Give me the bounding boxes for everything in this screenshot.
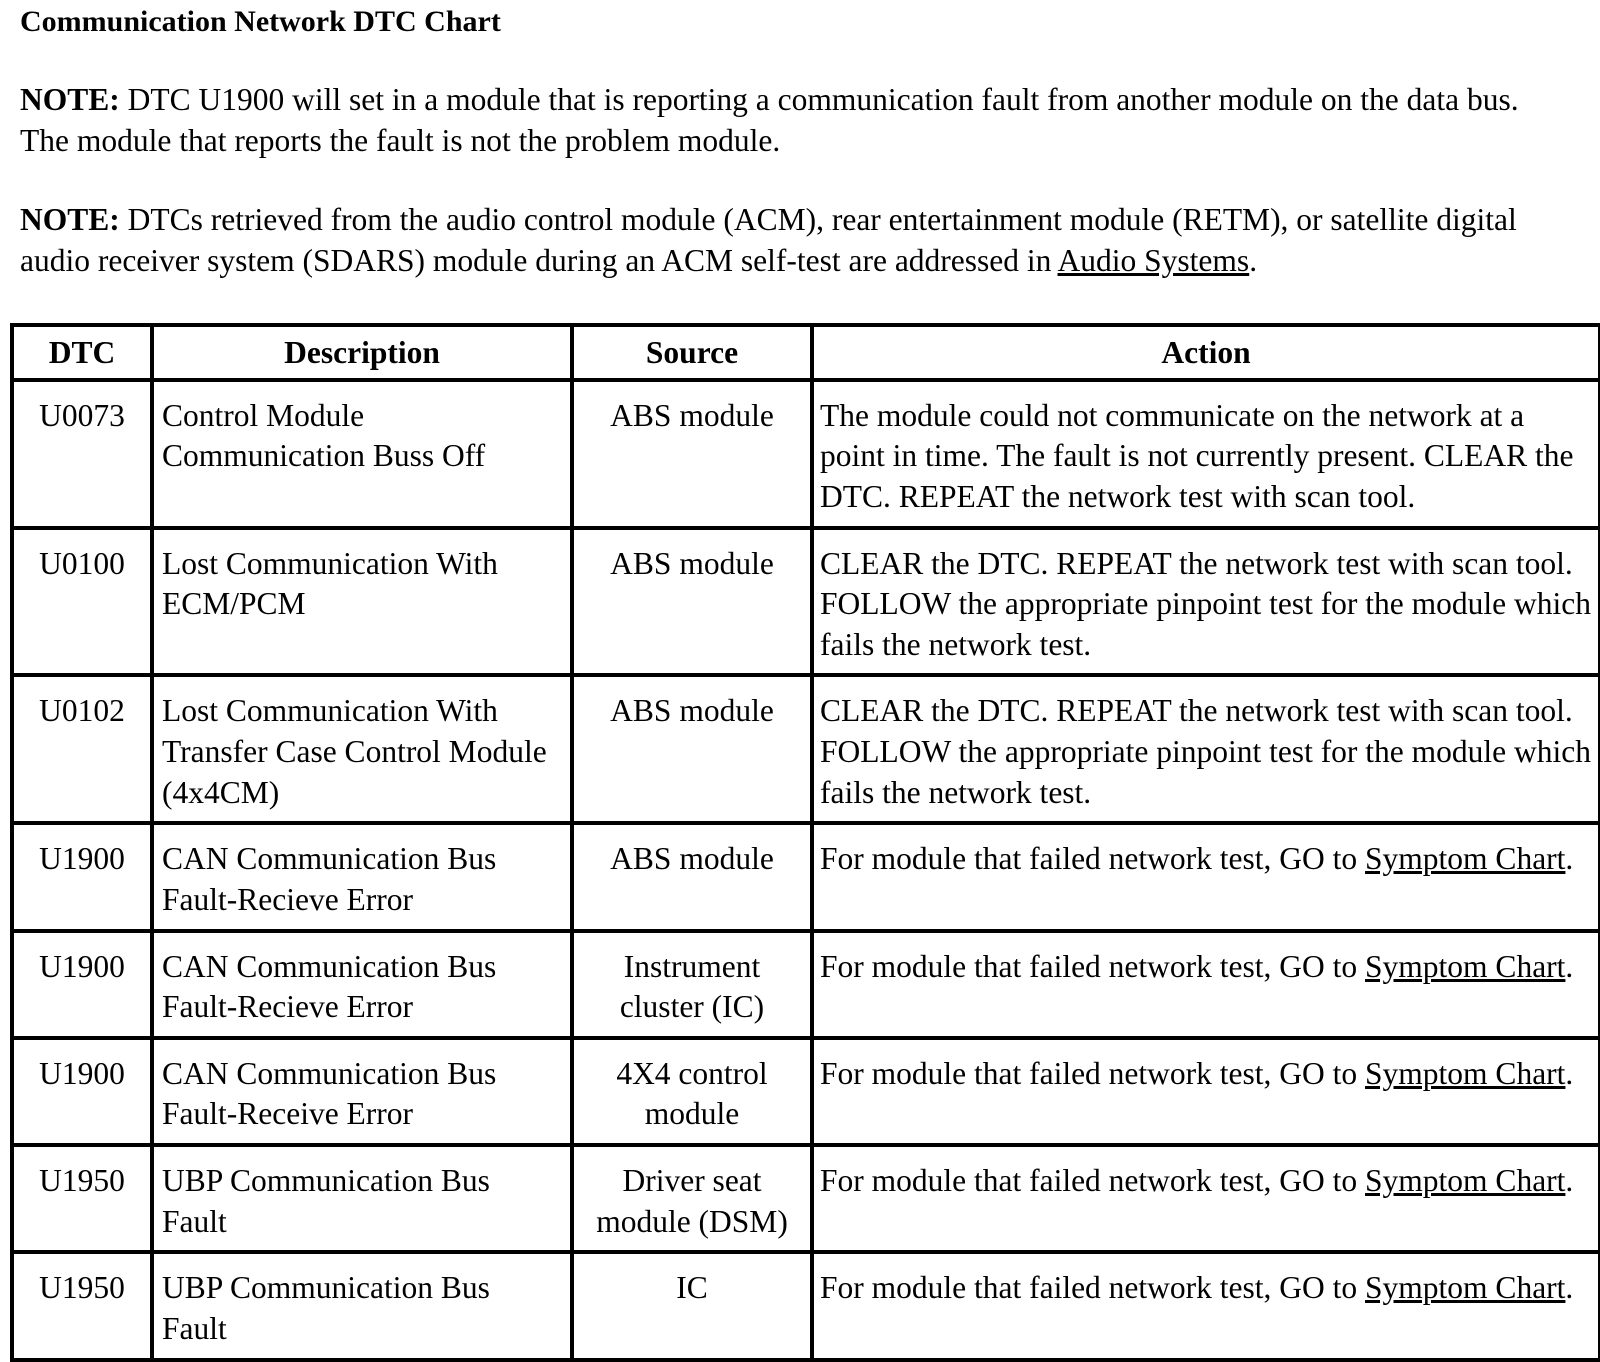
dtc-description: UBP Communication Bus Fault: [152, 1145, 572, 1252]
dtc-code: U0102: [12, 675, 152, 823]
action-text-end: .: [1565, 1163, 1574, 1198]
dtc-table: [10, 323, 1600, 1362]
header-action: Action: [812, 325, 1600, 380]
action-text: For module that failed network test, GO to: [820, 1055, 1366, 1091]
table-row: [12, 1145, 1600, 1252]
table-row: [12, 931, 1600, 1038]
dtc-description: Lost Communication With ECM/PCM: [152, 528, 572, 676]
table-row: [12, 380, 1600, 528]
symptom-chart-link[interactable]: Symptom Chart: [1365, 1270, 1566, 1306]
action-text: For module that failed network test, GO to: [820, 1270, 1366, 1306]
note-audio: [20, 200, 1570, 281]
dtc-action: [812, 931, 1600, 1038]
action-text: For module that failed network test, GO to: [820, 1163, 1366, 1198]
dtc-code: U1900: [12, 1038, 152, 1145]
table-row: [12, 1038, 1600, 1145]
symptom-chart-link[interactable]: Symptom Chart: [1365, 1163, 1566, 1198]
dtc-description: CAN Communication Bus Fault-Receive Error: [152, 1038, 572, 1145]
note-text-end: .: [1249, 242, 1258, 278]
dtc-source: IC: [572, 1252, 812, 1359]
action-text-end: .: [1565, 841, 1574, 877]
note-text: DTCs retrieved from the audio control module (ACM), rear entertainment module (RETM), or satellite digital audio receiver system (SDARS) module during an ACM self-test are addressed in: [20, 202, 1517, 278]
symptom-chart-link[interactable]: Symptom Chart: [1365, 841, 1566, 877]
dtc-source: ABS module: [572, 380, 812, 528]
dtc-description: UBP Communication Bus Fault: [152, 1252, 572, 1359]
table-row: [12, 528, 1600, 676]
audio-systems-link[interactable]: Audio Systems: [1057, 242, 1250, 278]
dtc-action: CLEAR the DTC. REPEAT the network test with scan tool. FOLLOW the appropriate pinpoint test for the module which fails the network test.: [812, 675, 1600, 823]
dtc-code: U1950: [12, 1252, 152, 1359]
note-u1900: [20, 80, 1570, 161]
dtc-code: U1900: [12, 931, 152, 1038]
dtc-source: ABS module: [572, 675, 812, 823]
action-text-end: .: [1565, 1270, 1574, 1306]
dtc-code: U1950: [12, 1145, 152, 1252]
dtc-source: ABS module: [572, 823, 812, 930]
table-row: [12, 1252, 1600, 1359]
action-text-end: .: [1565, 1055, 1574, 1091]
dtc-description: Control Module Communication Buss Off: [152, 380, 572, 528]
dtc-action: CLEAR the DTC. REPEAT the network test with scan tool. FOLLOW the appropriate pinpoint test for the module which fails the network test.: [812, 528, 1600, 676]
note-label: NOTE:: [20, 82, 120, 117]
dtc-source: 4X4 control module: [572, 1038, 812, 1145]
table-row: [12, 675, 1600, 823]
dtc-code: U1900: [12, 823, 152, 930]
dtc-code: U0100: [12, 528, 152, 676]
action-text: For module that failed network test, GO to: [820, 948, 1366, 984]
dtc-source: Instrument cluster (IC): [572, 931, 812, 1038]
dtc-description: CAN Communication Bus Fault-Recieve Error: [152, 931, 572, 1038]
table-row: [12, 823, 1600, 930]
dtc-description: CAN Communication Bus Fault-Recieve Error: [152, 823, 572, 930]
dtc-action: [812, 1252, 1600, 1359]
action-text: For module that failed network test, GO to: [820, 841, 1366, 877]
dtc-description: Lost Communication With Transfer Case Control Module (4x4CM): [152, 675, 572, 823]
dtc-action: [812, 1145, 1600, 1252]
action-text-end: .: [1565, 948, 1574, 984]
symptom-chart-link[interactable]: Symptom Chart: [1365, 948, 1566, 984]
dtc-source: ABS module: [572, 528, 812, 676]
header-description: Description: [152, 325, 572, 380]
note-text: DTC U1900 will set in a module that is reporting a communication fault from another module on the data bus. The module that reports the fault is not the problem module.: [20, 82, 1519, 158]
table-header-row: [12, 325, 1600, 380]
symptom-chart-link[interactable]: Symptom Chart: [1365, 1055, 1566, 1091]
dtc-action: The module could not communicate on the network at a point in time. The fault is not currently present. CLEAR the DTC. REPEAT the network test with scan tool.: [812, 380, 1600, 528]
dtc-source: Driver seat module (DSM): [572, 1145, 812, 1252]
page-title: Communication Network DTC Chart: [20, 5, 501, 38]
note-label: NOTE:: [20, 202, 120, 237]
dtc-code: U0073: [12, 380, 152, 528]
dtc-action: [812, 823, 1600, 930]
header-source: Source: [572, 325, 812, 380]
header-dtc: DTC: [12, 325, 152, 380]
dtc-action: [812, 1038, 1600, 1145]
